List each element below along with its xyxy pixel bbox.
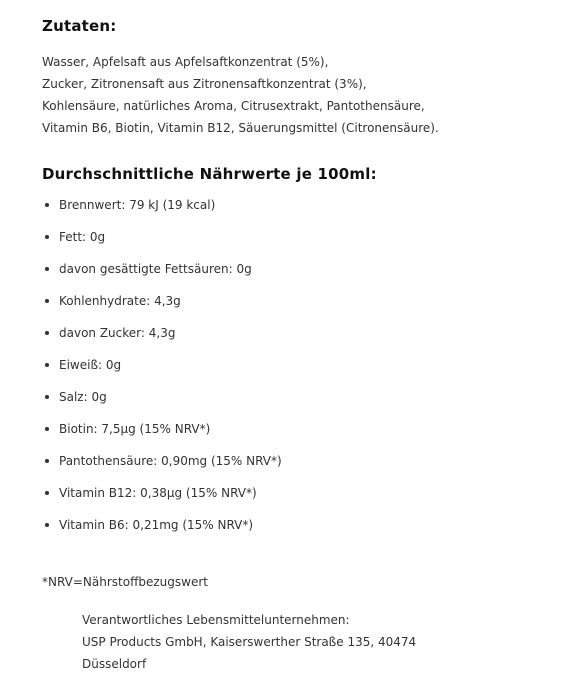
nutrition-list (42, 194, 282, 546)
list-item: Pantothensäure: 0,90mg (15% NRV*) (42, 450, 282, 482)
responsible-line: Düsseldorf (82, 657, 147, 671)
responsible-line: USP Products GmbH, Kaiserswerther Straße 135, 40474 (82, 635, 417, 649)
list-item: Brennwert: 79 kJ (19 kcal) (42, 194, 282, 226)
list-item: Vitamin B12: 0,38µg (15% NRV*) (42, 482, 282, 514)
nutrition-heading: Durchschnittliche Nährwerte je 100ml: (42, 165, 377, 183)
ingredients-line: Kohlensäure, natürliches Aroma, Citrusextrakt, Pantothensäure, (42, 99, 425, 113)
list-item: davon gesättigte Fettsäuren: 0g (42, 258, 282, 290)
ingredients-text (42, 51, 439, 139)
list-item: davon Zucker: 4,3g (42, 322, 282, 354)
list-item: Kohlenhydrate: 4,3g (42, 290, 282, 322)
list-item: Biotin: 7,5µg (15% NRV*) (42, 418, 282, 450)
ingredients-heading: Zutaten: (42, 17, 117, 35)
ingredients-line: Zucker, Zitronensaft aus Zitronensaftkonzentrat (3%), (42, 77, 367, 91)
responsible-line: Verantwortliches Lebensmittelunternehmen: (82, 613, 350, 627)
list-item: Salz: 0g (42, 386, 282, 418)
ingredients-line: Vitamin B6, Biotin, Vitamin B12, Säuerungsmittel (Citronensäure). (42, 121, 439, 135)
list-item: Fett: 0g (42, 226, 282, 258)
list-item: Vitamin B6: 0,21mg (15% NRV*) (42, 514, 282, 546)
footnote: *NRV=Nährstoffbezugswert (42, 575, 208, 589)
list-item: Eiweiß: 0g (42, 354, 282, 386)
responsible-company (82, 609, 416, 675)
ingredients-line: Wasser, Apfelsaft aus Apfelsaftkonzentrat (5%), (42, 55, 329, 69)
